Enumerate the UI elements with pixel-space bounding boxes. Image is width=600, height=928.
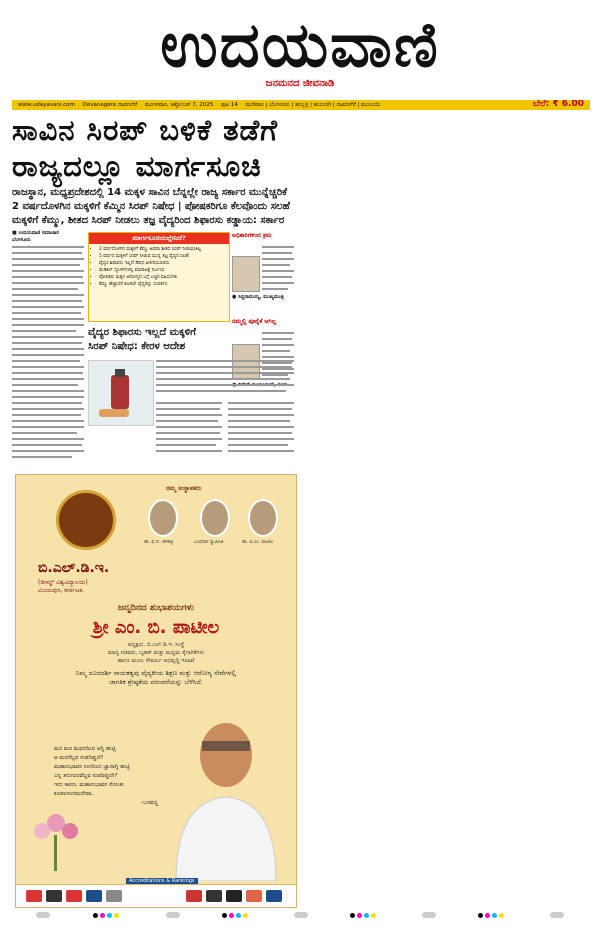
founder-photo	[148, 499, 178, 537]
registration-dot	[243, 913, 248, 918]
dateline: ಬೆಂಗಳೂರು	[12, 237, 31, 243]
university-sub	[38, 579, 88, 595]
syrup-photo	[88, 360, 154, 426]
registration-dot	[364, 913, 369, 918]
masthead-logo: ಉದಯವಾಣಿ	[160, 8, 440, 81]
headline-line-2: ರಾಜ್ಯದಲ್ಲೂ ಮಾರ್ಗಸೂಚಿ	[12, 149, 262, 183]
side-title-1: ಅಧಿಕಾರಿಗಳಿಂದ ಕ್ರಮ	[232, 232, 272, 239]
quote-line: ಮಹಾನುಭಾವರ ಸಂಗದಿಂದ ಜ್ಞಾನಾಗ್ನಿ ಹುಟ್ಟಿ	[54, 764, 130, 770]
accreditation-logo-icon	[206, 890, 222, 902]
ad-message	[26, 669, 286, 687]
basavanna-quote	[54, 745, 158, 808]
guideline-item: • 2 ವರ್ಷದೊಳಗಿನ ಮಕ್ಕಳಿಗೆ ಕೆಮ್ಮು ಅಥವಾ ಶೀತದ ಸಿರಪ್ ನೀಡುವಂತಿಲ್ಲ	[99, 246, 229, 253]
accreditation-logo-icon	[86, 890, 102, 902]
kerala-article-text	[156, 360, 294, 468]
founder-caption: ಬಂಥನಾಳ ಸ್ವಾಮೀಜಿ	[194, 540, 224, 545]
article-text-lines	[12, 244, 84, 464]
registration-dot	[350, 913, 355, 918]
registration-dot	[236, 913, 241, 918]
side-credit-1: ● ಸಿದ್ದರಾಮಯ್ಯ, ಮುಖ್ಯಮಂತ್ರಿ	[232, 294, 284, 300]
accreditation-logo-icon	[186, 890, 202, 902]
registration-mark	[550, 912, 564, 918]
bldea-logo-icon	[56, 490, 116, 550]
designation-line: ಮಾನ್ಯ ಸಚಿವರು, ಬೃಹತ್ ಮತ್ತು ಮಧ್ಯಮ ಕೈಗಾರಿಕೆಗಳು	[107, 650, 205, 656]
accreditation-bar	[16, 878, 296, 907]
price: ಬೆಲೆ: ₹ 6.00	[532, 100, 584, 109]
masthead	[0, 0, 600, 100]
syrup-bottle-icon	[89, 361, 153, 425]
birthday-advertisement	[15, 474, 297, 908]
registration-mark	[166, 912, 180, 918]
university-name: ಬಿ.ಎಲ್.ಡಿ.ಇ.	[38, 560, 110, 576]
left-article-column	[12, 230, 84, 468]
registration-dot	[100, 913, 105, 918]
message-line: ನಿಮ್ಮ ದೂರದರ್ಶಿ ನಾಯಕತ್ವವು ವೈದ್ಯಕೀಯ ಶಿಕ್ಷಣ ಮತ್ತು ಆರೋಗ್ಯ ಸೇವೆಗಳಲ್ಲಿ	[75, 669, 237, 677]
guideline-item: • ಕೆಮ್ಮು ಹೆಚ್ಚಾದರೆ ಕೂಡಲೇ ವೈದ್ಯರನ್ನು ಸಂಪರ್ಕಿಸಿ	[99, 281, 229, 288]
kerala-line-1: ವೈದ್ಯರ ಶಿಫಾರಸು ಇಲ್ಲದೆ ಮಕ್ಕಳಿಗೆ	[88, 327, 196, 338]
guidelines-list	[89, 246, 229, 288]
registration-dot	[485, 913, 490, 918]
founder-caption: ಡಾ. ಬಿ.ಎಂ. ಪಾಟೀಲ	[242, 540, 274, 545]
quote-line: ಮರ ಮರ ಮಥನದಿಂದ ಅಗ್ನಿ ಹುಟ್ಟಿ	[54, 746, 116, 752]
registration-dot	[478, 913, 483, 918]
issue-date: ಮಂಗಳವಾರ, ಅಕ್ಟೋಬರ್ 7, 2025	[144, 102, 214, 108]
guideline-item: • ವೈದ್ಯರ ಶಿಫಾರಸು ಇಲ್ಲದೆ ಔಷಧ ಖರೀದಿಸಬಾರದು	[99, 260, 229, 267]
registration-dot	[371, 913, 376, 918]
founders-title: ನಮ್ಮ ಸಂಸ್ಥಾಪಕರು	[166, 485, 202, 492]
registration-mark	[36, 912, 50, 918]
registration-mark	[294, 912, 308, 918]
subhead-line-2: 2 ವರ್ಷದೊಳಗಿನ ಮಕ್ಕಳಿಗೆ ಕೆಮ್ಮಿನ ಸಿರಪ್ ನಿಷೇಧ | ಪೋಷಕರಿಗೂ ಕೆಲವೊಂದು ಸಲಹೆ	[12, 201, 290, 212]
quote-line: ಕೂಡಲಸಂಗಮದೇವಾ.	[54, 791, 94, 797]
accreditation-logo-icon	[66, 890, 82, 902]
headline-line-1: ಸಾವಿನ ಸಿರಪ್ ಬಳಿಕೆ ತಡೆಗೆ	[12, 113, 278, 147]
registration-dot	[492, 913, 497, 918]
birthday-greeting: ಜನ್ಮದಿನದ ಶುಭಾಶಯಗಳು	[117, 603, 195, 613]
kerala-headline	[88, 326, 294, 356]
honoree-name: ಶ್ರೀ ಎಂ. ಬಿ. ಪಾಟೀಲ	[92, 617, 220, 638]
registration-dot	[357, 913, 362, 918]
quote-line: ಇದು ಕಾರಣ, ಮಹಾನುಭಾವರ ಸೋಂಕು	[54, 782, 124, 788]
guidelines-title: ಮಾರ್ಗಸೂಚಿಯಲ್ಲೇನಿದೆ?	[89, 233, 229, 244]
university-sub-1: (ಡೀಮ್ಡ್ ವಿಶ್ವವಿದ್ಯಾಲಯ)	[38, 579, 88, 586]
founder-photo	[248, 499, 278, 537]
quote-line: ಆ ಮರನೆಲ್ಲವ ಸುಡದಿಪ್ಪುದೆ?	[54, 755, 104, 761]
subhead-line-1: ರಾಜಸ್ಥಾನ, ಮಧ್ಯಪ್ರದೇಶದಲ್ಲಿ 14 ಮಕ್ಕಳ ಸಾವಿನ ಬೆನ್ನಲ್ಲೇ ರಾಜ್ಯ ಸರ್ಕಾರ ಮುನ್ನೆಚ್ಚರಿಕೆ	[12, 187, 288, 198]
accreditation-logo-icon	[246, 890, 262, 902]
flower-bouquet-icon	[26, 805, 86, 875]
accreditation-logo-icon	[106, 890, 122, 902]
guideline-item: • ಪೋಷಕರು ಮಕ್ಕಳ ಆರೋಗ್ಯದ ಬಗ್ಗೆ ಎಚ್ಚರ ವಹಿಸಬೇಕು	[99, 274, 229, 281]
founder-caption: ಡಾ. ಫ.ಗು. ಹಳಕಟ್ಟಿ	[144, 540, 174, 545]
university-sub-2: ವಿಜಯಪುರ, ಕರ್ನಾಟಕ.	[38, 587, 84, 594]
message-line: ಜಾಗತಿಕ ಶ್ರೇಷ್ಠತೆಯ ಪರಂಪರೆಯನ್ನು ಬೆಳೆಸಿದೆ.	[109, 678, 203, 686]
designation-line: ಹಾಗೂ ಮೂಲ ಸೌಕರ್ಯ ಅಭಿವೃದ್ಧಿ ಇಲಾಖೆ	[117, 658, 195, 664]
date-strip	[12, 100, 590, 110]
kerala-line-2: ಸಿರಪ್ ನಿಷೇಧ: ಕೇರಳ ಆದೇಶ	[88, 341, 186, 352]
accreditation-label: Accreditations & Rankings	[126, 878, 198, 884]
registration-mark	[422, 912, 436, 918]
registration-dot	[114, 913, 119, 918]
registration-dot	[93, 913, 98, 918]
accreditation-logo-icon	[26, 890, 42, 902]
accreditation-logo-icon	[266, 890, 282, 902]
accreditation-logo-icon	[226, 890, 242, 902]
side-title-2: ನಮ್ಮಲ್ಲಿ ಪೂರೈಕೆ ಆಗಿಲ್ಲ	[232, 318, 277, 325]
page-count: ಪುಟ 14	[221, 102, 238, 108]
cm-photo	[232, 256, 260, 292]
subhead-line-3: ಮಕ್ಕಳಿಗೆ ಕೆಮ್ಮು, ಶೀತದ ಸಿರಪ್ ನೀಡಲು ತಜ್ಞ ವೈದ್ಯರಿಂದ ಶಿಫಾರಸು ಕಡ್ಡಾಯ: ಸರ್ಕಾರ	[12, 215, 285, 226]
quote-line: ಎನ್ನ ತನುಗುಣವೆಲ್ಲವ ಸುಡದಿಪ್ಪುದೇ?	[54, 773, 118, 779]
subheadline	[12, 186, 590, 228]
honoree-photo	[166, 711, 286, 881]
founder-photo	[200, 499, 230, 537]
main-headline	[12, 112, 590, 184]
registration-dot	[229, 913, 234, 918]
byline: ■ ಉದಯವಾಣಿ ಸಮಾಚಾರ	[12, 230, 59, 236]
accreditation-logo-icon	[46, 890, 62, 902]
edition: Devanagere ದಾವಣಗೆರೆ	[82, 102, 138, 108]
guideline-item: • ಮೆಡಿಕಲ್ ಸ್ಟೋರ್‌ಗಳಲ್ಲಿ ಮಾರಾಟಕ್ಕೆ ನಿರ್ಬಂಧ	[99, 267, 229, 274]
guideline-item: • 5 ವರ್ಷದ ಮಕ್ಕಳಿಗೆ ಸಿರಪ್ ನೀಡುವ ಮುನ್ನ ತಜ್ಞ ವೈದ್ಯರ ಸಲಹೆ	[99, 253, 229, 260]
registration-dot	[107, 913, 112, 918]
quote-attribution: -ಬಸವಣ್ಣ	[141, 800, 158, 806]
registration-dot	[499, 913, 504, 918]
designation-line: ಅಧ್ಯಕ್ಷರು, ಬಿ.ಎಲ್.ಡಿ.ಇ. ಸಂಸ್ಥೆ	[127, 642, 185, 648]
guidelines-box	[88, 232, 230, 322]
website[interactable]: www.udayavani.com	[18, 102, 75, 108]
registration-dot	[222, 913, 227, 918]
masthead-tagline: ಜನಮನದ ಜೀವನಾಡಿ	[265, 78, 335, 89]
side-text-lines-1	[262, 244, 294, 294]
city-list: ಮಣಿಪಾಲ | ಬೆಂಗಳೂರು | ಹುಬ್ಬಳ್ಳಿ | ಕಲಬುರಗಿ | ದಾವಣಗೆರೆ | ಮುಂಬಯಿ	[245, 102, 381, 108]
honoree-designation	[16, 641, 296, 665]
